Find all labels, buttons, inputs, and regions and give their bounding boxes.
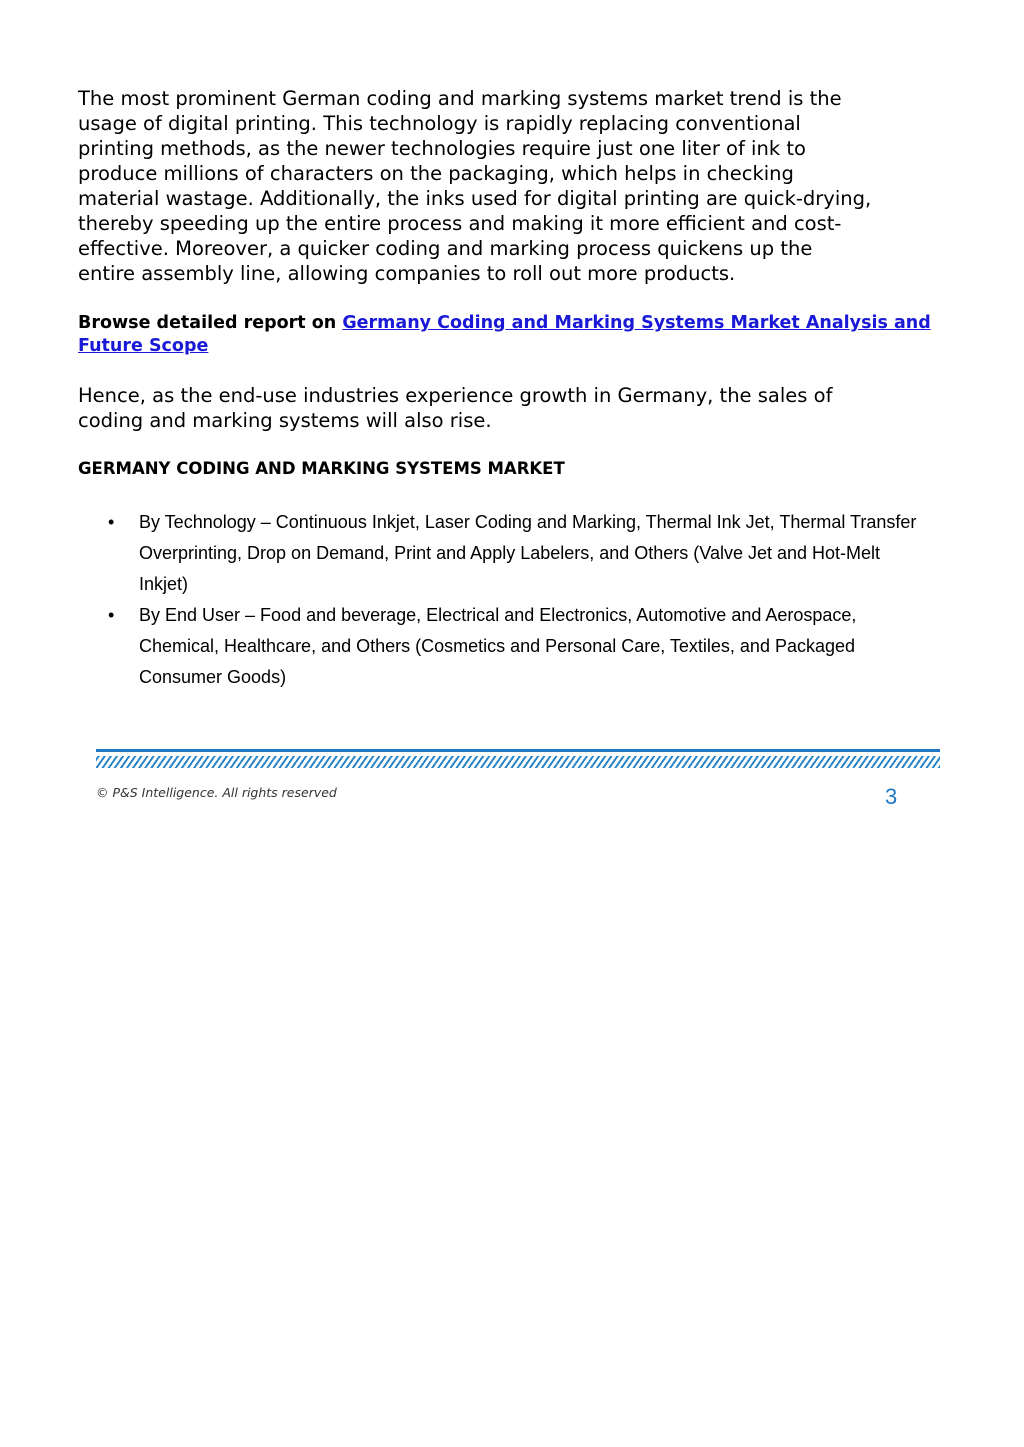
list-item-technology <box>108 507 928 600</box>
browse-prefix: Browse detailed report on <box>78 313 343 333</box>
section-heading: GERMANY CODING AND MARKING SYSTEMS MARKET <box>78 459 565 478</box>
page-number: 3 <box>885 784 898 809</box>
growth-paragraph: Hence, as the end-use industries experience growth in Germany, the sales of coding and marking systems will also rise. <box>78 384 833 432</box>
browse-report-line <box>78 312 938 358</box>
copyright-notice: © P&S Intelligence. All rights reserved <box>96 785 337 800</box>
list-item-text: By Technology – Continuous Inkjet, Laser Coding and Marking, Thermal Ink Jet, Thermal Transfer Overprinting, Drop on Demand, Print and Apply Labelers, and Others (Valve Jet and Hot-Melt Inkjet) <box>139 512 917 594</box>
intro-paragraph: The most prominent German coding and marking systems market trend is the usage of digital printing. This technology is rapidly replacing conventional printing methods, as the newer technologies require just one liter of ink to produce millions of characters on the packaging, which helps in checking material wastage. Additionally, the inks used for digital printing are quick-drying, thereby speeding up the entire process and making it more efficient and cost- effective. Moreover, a quicker coding and marking process quickens up the entire assembly line, allowing companies to roll out more products. <box>78 87 872 285</box>
list-item-text: By End User – Food and beverage, Electrical and Electronics, Automotive and Aerospace, Chemical, Healthcare, and Others (Cosmetics and Personal Care, Textiles, and Packaged Consumer Goods) <box>139 605 857 687</box>
segmentation-list <box>108 507 928 693</box>
report-link[interactable]: Germany Coding and Marking Systems Market Analysis and Future Scope <box>78 313 931 356</box>
footer-hatch-pattern <box>96 756 940 768</box>
list-item-end-user <box>108 600 928 693</box>
bullet-icon: • <box>108 605 115 625</box>
bullet-icon: • <box>108 512 115 532</box>
footer-divider <box>96 749 940 752</box>
